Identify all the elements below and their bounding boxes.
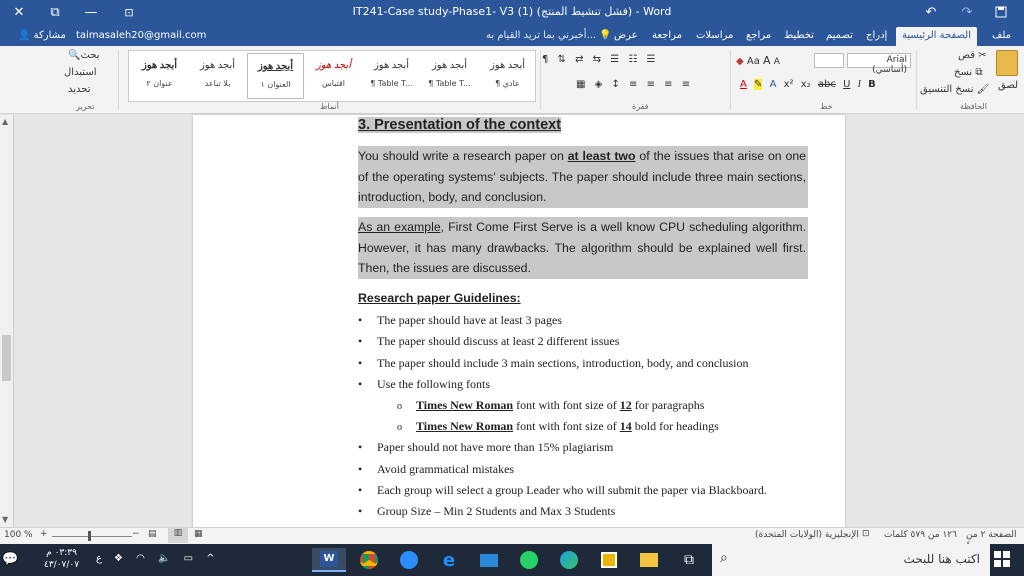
style-sample: أبجد هوز bbox=[489, 60, 526, 71]
editing-group-label: تحرير bbox=[76, 102, 95, 111]
text-effects-icon: A bbox=[769, 79, 777, 90]
account-email[interactable]: taimasaleh20@gmail.com bbox=[76, 30, 207, 41]
font-case-button[interactable] bbox=[736, 54, 780, 67]
word-taskbar-icon[interactable] bbox=[312, 548, 346, 572]
style-sample: أبجد هوز bbox=[431, 60, 468, 71]
eraser-icon: ◆ bbox=[736, 56, 744, 67]
zoom-icon[interactable] bbox=[392, 548, 426, 572]
paste-label[interactable]: لصق bbox=[998, 80, 1019, 91]
style-heading-1[interactable] bbox=[247, 53, 304, 99]
ribbon bbox=[0, 46, 1024, 114]
font-name-text: Times New Roman bbox=[416, 398, 514, 412]
para2-after: First Come First Serve is a well know CPU scheduling algorithm. However, it has many drawbacks. The algorithm should be explained well first. Then, the issues are discussed. bbox=[358, 220, 806, 276]
para1-bold: at least two bbox=[567, 149, 636, 163]
list-item-text: Group Size – Min 2 Students and Max 3 Students bbox=[377, 504, 616, 518]
grow-font-label: A bbox=[763, 54, 771, 67]
sub-list-item: o Times New Roman font with font size of 12 for paragraphs bbox=[397, 398, 705, 412]
font-group-label: خط bbox=[820, 102, 833, 111]
cut-button[interactable] bbox=[958, 50, 987, 61]
select-button[interactable] bbox=[68, 84, 91, 95]
font-after-text: for paragraphs bbox=[631, 398, 705, 412]
scroll-down-icon[interactable]: ▼ bbox=[2, 515, 9, 524]
list-item-text: Use the following fonts bbox=[377, 377, 490, 391]
document-title: IT241-Case study-Phase1- V3 (1) (فشل تنشيط المنتج) - Word bbox=[352, 5, 672, 18]
list-item: • Avoid grammatical mistakes bbox=[358, 462, 515, 476]
tab-view[interactable]: عرض bbox=[614, 30, 638, 41]
tab-layout[interactable]: تخطيط bbox=[784, 30, 814, 41]
taskbar bbox=[0, 544, 1024, 576]
style-name: ¶ عادي bbox=[495, 79, 520, 88]
internet-explorer-icon[interactable]: e bbox=[442, 549, 456, 571]
tab-file[interactable]: ملف bbox=[992, 30, 1012, 41]
list-item-text: Avoid grammatical mistakes bbox=[377, 462, 515, 476]
style-sample: أبجد هوز bbox=[315, 60, 352, 71]
person-icon: 👤 bbox=[18, 30, 31, 41]
strikethrough-label: abc bbox=[817, 79, 836, 90]
divider bbox=[540, 50, 541, 110]
list-item: • Use the following fonts bbox=[358, 377, 490, 391]
tray-icons[interactable]: ❖ ◠ 🔈 ▭ ^ bbox=[114, 553, 220, 564]
style-name: بلا تباعد bbox=[204, 79, 231, 88]
windows-start-icon[interactable] bbox=[994, 551, 1010, 567]
section-heading bbox=[358, 115, 808, 136]
list-item: • Each group will select a group Leader who will submit the paper via Blackboard. bbox=[358, 483, 767, 497]
select-label: تحديد bbox=[68, 84, 91, 95]
edge-icon[interactable] bbox=[552, 548, 586, 572]
style-name: ¶ Table T... bbox=[370, 79, 413, 88]
language-status[interactable]: الإنجليزية (الولايات المتحدة) bbox=[755, 530, 859, 540]
style-normal[interactable] bbox=[479, 53, 536, 99]
list-item: • The paper should discuss at least 2 different issues bbox=[358, 334, 620, 348]
divider bbox=[916, 50, 917, 110]
zoom-slider[interactable] bbox=[52, 536, 132, 537]
copy-label: نسخ bbox=[954, 67, 973, 78]
style-sample: أبجد هوز bbox=[257, 61, 294, 72]
divider bbox=[118, 50, 119, 110]
lightbulb-icon: 💡 bbox=[599, 30, 612, 41]
find-button[interactable] bbox=[68, 50, 100, 61]
style-name: العنوان ١ bbox=[260, 80, 291, 89]
redo-icon[interactable]: ↷ bbox=[961, 4, 973, 20]
zoom-in-icon[interactable]: + bbox=[40, 529, 48, 539]
store-icon[interactable] bbox=[592, 548, 626, 572]
notifications-icon[interactable]: 💬 bbox=[2, 552, 19, 567]
style-heading-2[interactable] bbox=[131, 53, 188, 99]
tab-insert[interactable]: إدراج bbox=[866, 30, 888, 41]
search-placeholder: اكتب هنا للبحث bbox=[903, 552, 980, 566]
subscript-label: x₂ bbox=[800, 79, 811, 90]
document-page[interactable] bbox=[193, 115, 845, 527]
clipboard-group-label: الحافظة bbox=[960, 102, 987, 111]
zoom-slider-thumb[interactable] bbox=[88, 531, 91, 541]
para1-after: of the issues that arise on one of the operating systems' subjects. The paper should include three main sections, introduction, body, and conclusion. bbox=[358, 149, 806, 205]
zoom-level[interactable]: 100 % bbox=[4, 530, 33, 540]
mail-icon[interactable] bbox=[472, 548, 506, 572]
title-bar bbox=[0, 0, 1024, 24]
font-color-icon: A bbox=[740, 79, 747, 90]
font-format-buttons[interactable] bbox=[740, 79, 876, 90]
paragraph-2 bbox=[358, 217, 808, 279]
style-name: عنوان ٢ bbox=[146, 79, 173, 88]
share-button[interactable] bbox=[12, 27, 72, 46]
explorer-icon[interactable] bbox=[632, 548, 666, 572]
word-icon: W bbox=[320, 551, 338, 567]
heading-text: 3. Presentation of the context bbox=[358, 117, 562, 133]
paste-icon[interactable] bbox=[996, 50, 1018, 76]
list-item: • Group Size – Min 2 Students and Max 3 Students bbox=[358, 504, 616, 518]
task-view-icon[interactable]: ⧉ bbox=[684, 552, 694, 568]
tab-review[interactable]: مراجعة bbox=[652, 30, 683, 41]
guidelines-heading: Research paper Guidelines: bbox=[358, 291, 521, 305]
list-item: • The paper should have at least 3 pages bbox=[358, 313, 562, 327]
replace-label: استبدال bbox=[64, 67, 97, 78]
bold-label: B bbox=[868, 79, 876, 90]
list-item-text: The paper should discuss at least 2 different issues bbox=[377, 334, 620, 348]
search-box[interactable] bbox=[712, 544, 990, 576]
proofing-icon[interactable]: ⊡ bbox=[862, 529, 870, 539]
list-item-text: The paper should include 3 main sections, introduction, body, and conclusion bbox=[377, 356, 749, 370]
minimize-icon[interactable]: — bbox=[84, 4, 98, 20]
whatsapp-icon[interactable] bbox=[512, 548, 546, 572]
divider bbox=[730, 50, 731, 110]
scroll-thumb[interactable] bbox=[2, 335, 11, 381]
font-size-text: 14 bbox=[619, 419, 632, 433]
print-layout-icon[interactable]: ▥ bbox=[168, 528, 188, 543]
style-name: اقتباس bbox=[321, 79, 346, 88]
tab-home[interactable]: الصفحة الرئيسية bbox=[896, 27, 977, 46]
clock[interactable] bbox=[44, 547, 79, 571]
style-sample: أبجد هوز bbox=[141, 60, 178, 71]
style-sample: أبجد هوز bbox=[199, 60, 236, 71]
list-item-text: Paper should not have more than 15% plagiarism bbox=[377, 440, 614, 454]
page-number[interactable]: الصفحة ٢ من bbox=[966, 530, 1017, 540]
tab-design[interactable]: تصميم bbox=[826, 30, 853, 41]
share-label: مشاركة bbox=[33, 30, 66, 41]
ribbon-display-icon[interactable]: ⊡ bbox=[124, 5, 134, 19]
chrome-icon[interactable] bbox=[352, 548, 386, 572]
copy-icon: ⧉ bbox=[975, 67, 983, 78]
styles-group-label: أنماط bbox=[320, 102, 339, 111]
styles-gallery bbox=[128, 50, 536, 102]
underline-label: U bbox=[843, 79, 851, 90]
restore-icon[interactable]: ⧉ bbox=[50, 4, 60, 20]
word-count[interactable]: ١٢٦ من ٥٧٩ كلمات bbox=[884, 530, 957, 540]
close-icon[interactable]: ✕ bbox=[13, 4, 25, 20]
para2-underlined: As an example, bbox=[358, 220, 445, 234]
input-language[interactable]: ع bbox=[96, 553, 102, 564]
style-table-text-1[interactable] bbox=[421, 53, 478, 99]
status-bar bbox=[0, 527, 1024, 544]
italic-label: I bbox=[857, 79, 861, 90]
scissors-icon: ✂ bbox=[978, 50, 987, 61]
style-quote[interactable] bbox=[305, 53, 362, 99]
search-icon: 🔍 bbox=[68, 50, 81, 61]
web-layout-icon[interactable]: ▤ bbox=[148, 529, 157, 539]
tell-me-input[interactable] bbox=[480, 27, 618, 46]
format-painter-label: نسخ التنسيق bbox=[920, 84, 974, 95]
font-mid-text: font with font size of bbox=[513, 419, 620, 433]
scroll-up-icon[interactable]: ▲ bbox=[2, 117, 9, 126]
paragraph-buttons-row1[interactable]: ¶ ⇅ ⇄ ⇆ ☰ ☷ ☰ bbox=[542, 54, 659, 65]
copy-button[interactable] bbox=[954, 67, 983, 78]
font-name-select[interactable]: Arial (أساسي) bbox=[847, 53, 911, 68]
style-name: ¶ Table T... bbox=[428, 79, 471, 88]
style-no-spacing[interactable] bbox=[189, 53, 246, 99]
find-label: بحث bbox=[80, 50, 100, 61]
replace-button[interactable] bbox=[64, 67, 97, 78]
search-icon: ⌕ bbox=[720, 550, 728, 566]
style-table-text-2[interactable] bbox=[363, 53, 420, 99]
tab-mailings[interactable]: مراسلات bbox=[696, 30, 734, 41]
paragraph-group-label: فقرة bbox=[632, 102, 649, 111]
ribbon-tabs bbox=[0, 24, 1024, 46]
list-item: • Paper should not have more than 15% plagiarism bbox=[358, 440, 614, 454]
cut-label: قص bbox=[958, 50, 976, 61]
tell-me-label: أخبرني بما تريد القيام به... bbox=[486, 30, 597, 41]
sub-list-item: o Times New Roman font with font size of 14 bold for headings bbox=[397, 419, 719, 433]
list-item-text: The paper should have at least 3 pages bbox=[377, 313, 562, 327]
paragraph-1 bbox=[358, 146, 808, 208]
vertical-scrollbar[interactable] bbox=[0, 115, 14, 527]
paragraph-buttons-row2[interactable]: ▦ ◈ ↕ ≡ ≡ ≡ ≡ bbox=[576, 79, 694, 90]
font-name-text: Times New Roman bbox=[416, 419, 514, 433]
list-item: • The paper should include 3 main sections, introduction, body, and conclusion bbox=[358, 356, 749, 370]
time-label: ٠٣:٣٩ م bbox=[46, 548, 77, 558]
font-size-text: 12 bbox=[619, 398, 632, 412]
save-icon[interactable] bbox=[986, 0, 1016, 24]
tab-references[interactable]: مراجع bbox=[746, 30, 772, 41]
zoom-out-icon[interactable]: − bbox=[132, 529, 140, 539]
case-label: Aa bbox=[746, 56, 760, 67]
list-item-text: Each group will select a group Leader who will submit the paper via Blackboard. bbox=[377, 483, 767, 497]
highlight-icon: ✎ bbox=[754, 79, 763, 90]
undo-icon[interactable]: ↶ bbox=[925, 4, 937, 20]
date-label: ٤٣/٠٧/٠٧ bbox=[44, 560, 80, 570]
superscript-label: x² bbox=[783, 79, 794, 90]
shrink-font-label: A bbox=[773, 57, 780, 67]
font-after-text: bold for headings bbox=[631, 419, 719, 433]
style-sample: أبجد هوز bbox=[373, 60, 410, 71]
read-mode-icon[interactable]: ▦ bbox=[194, 529, 203, 539]
font-mid-text: font with font size of bbox=[513, 398, 620, 412]
para1-before: You should write a research paper on bbox=[358, 149, 568, 163]
font-size-select[interactable] bbox=[814, 53, 844, 68]
brush-icon: 🖌 bbox=[976, 84, 990, 95]
format-painter-button[interactable] bbox=[920, 84, 989, 95]
